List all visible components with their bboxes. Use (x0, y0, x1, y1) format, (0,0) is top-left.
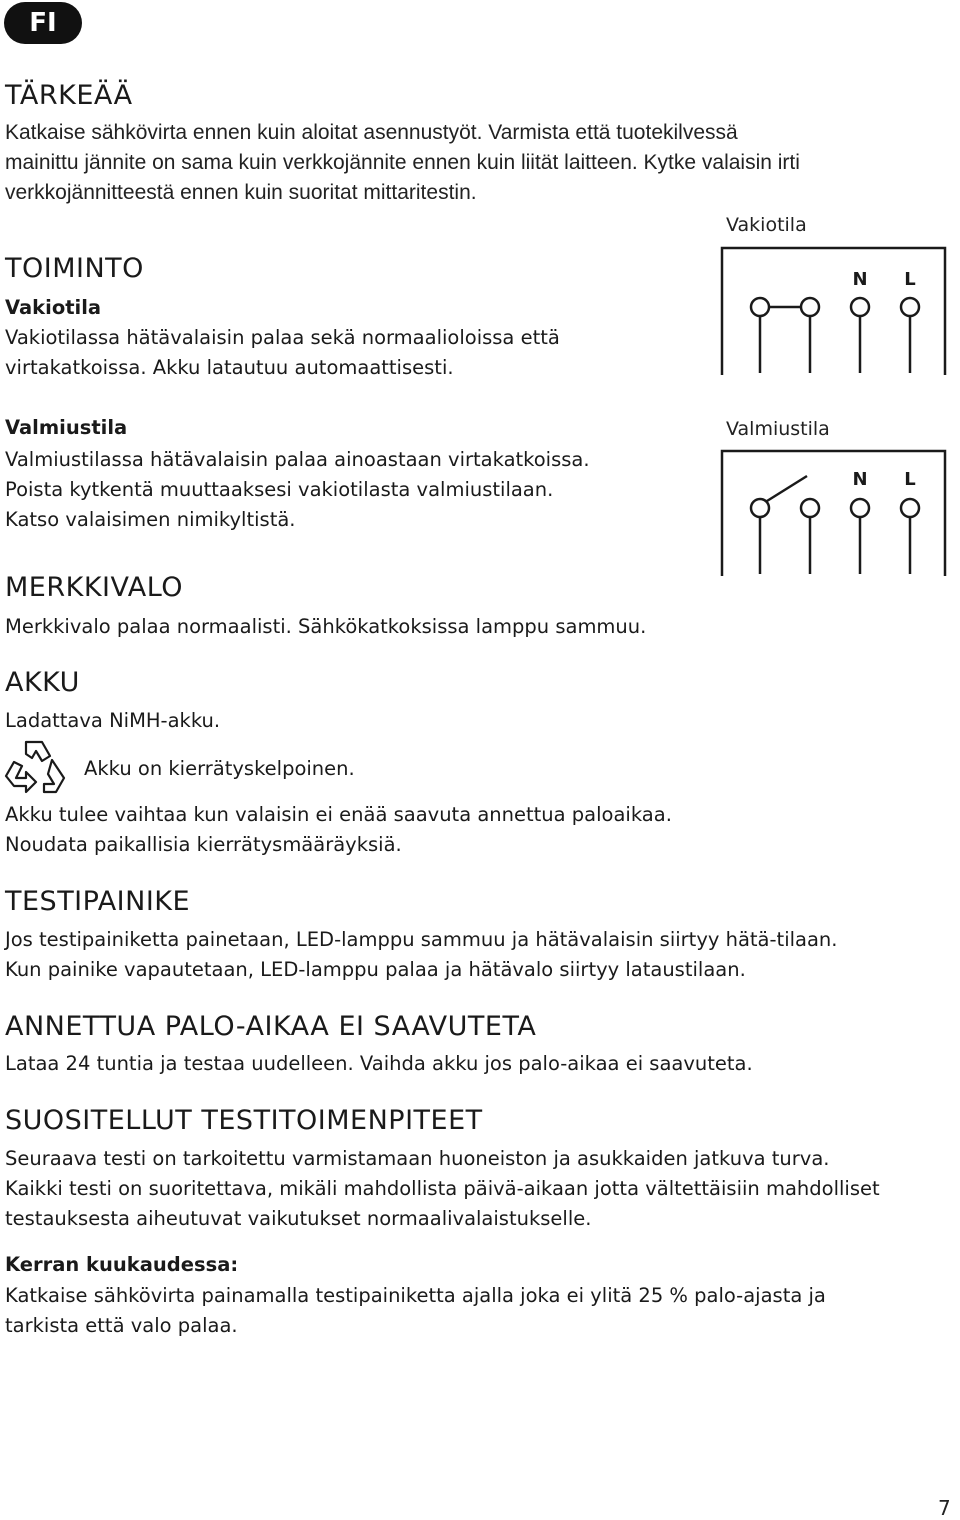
section-heading-paloaika: ANNETTUA PALO-AIKAA EI SAAVUTETA (5, 1011, 537, 1042)
text-line: Kaikki testi on suoritettava, mikäli mahdollista päivä-aikaan jotta vältettäisiin mahdolliset (5, 1177, 880, 1200)
vakiotila-body (5, 323, 560, 383)
text-line: mainittu jännite on sama kuin verkkojännite ennen kuin liität laitteen. Kytke valaisin irti (5, 151, 800, 174)
subheading-vakiotila: Vakiotila (5, 296, 102, 319)
text-line: Seuraava testi on tarkoitettu varmistamaan huoneiston ja asukkaiden jatkuva turva. (5, 1147, 830, 1170)
recycle-icon (4, 738, 72, 796)
page-number: 7 (938, 1496, 951, 1520)
merkkivalo-text: Merkkivalo palaa normaalisti. Sähkökatkoksissa lamppu sammuu. (5, 615, 647, 638)
terminal-n-label: N (852, 269, 868, 290)
testipainike-body (5, 925, 837, 985)
terminal-circle (751, 298, 769, 316)
terminal-circle (801, 499, 819, 517)
terminal-circle (751, 499, 769, 517)
text-line: Jos testipainiketta painetaan, LED-lamppu sammuu ja hätävalaisin siirtyy hätä-tilaan. (5, 928, 838, 951)
diagram-caption-valmiustila: Valmiustila (726, 418, 830, 440)
text-line: Vakiotilassa hätävalaisin palaa sekä normaalioloissa että (5, 326, 560, 349)
akku-text: Ladattava NiMH-akku. (5, 709, 221, 732)
diagram-caption-vakiotila: Vakiotila (726, 214, 807, 236)
terminal-circle (851, 499, 869, 517)
recycle-text: Akku on kierrätyskelpoinen. (84, 757, 355, 780)
text-line: Katkaise sähkövirta ennen kuin aloitat asennustyöt. Varmista että tuotekilvessä (5, 121, 738, 144)
tarkeaa-body (5, 118, 800, 208)
subheading-valmiustila: Valmiustila (5, 416, 128, 439)
text-line: tarkista että valo palaa. (5, 1314, 238, 1337)
text-line: testauksesta aiheutuvat vaikutukset normaalivalaistukselle. (5, 1207, 592, 1230)
suositellut-body (5, 1144, 880, 1234)
paloaika-text: Lataa 24 tuntia ja testaa uudelleen. Vaihda akku jos palo-aikaa ei saavuteta. (5, 1052, 753, 1075)
text-line: virtakatkoissa. Akku latautuu automaattisesti. (5, 356, 454, 379)
terminal-l-label: L (904, 269, 916, 290)
language-badge: FI (4, 2, 82, 44)
text-line: Akku tulee vaihtaa kun valaisin ei enää saavuta annettua paloaikaa. (5, 803, 672, 826)
terminal-circle (901, 499, 919, 517)
wiring-diagram-valmiustila (720, 448, 950, 578)
section-heading-akku: AKKU (5, 667, 80, 698)
text-line: Katso valaisimen nimikyltistä. (5, 508, 296, 531)
text-line: verkkojännitteestä ennen kuin suoritat mittaritestin. (5, 181, 477, 204)
open-switch (767, 476, 807, 501)
subheading-kerran-kuukaudessa: Kerran kuukaudessa: (5, 1253, 239, 1276)
text-line: Kun painike vapautetaan, LED-lamppu palaa ja hätävalo siirtyy lataustilaan. (5, 958, 746, 981)
terminal-circle (901, 298, 919, 316)
section-heading-testipainike: TESTIPAINIKE (5, 886, 191, 917)
text-line: Poista kytkentä muuttaaksesi vakiotilasta valmiustilaan. (5, 478, 554, 501)
section-heading-tarkeaa: TÄRKEÄÄ (5, 80, 133, 111)
terminal-l-label: L (904, 469, 916, 490)
text-line: Valmiustilassa hätävalaisin palaa ainoastaan virtakatkoissa. (5, 448, 590, 471)
section-heading-toiminto: TOIMINTO (5, 253, 144, 284)
text-line: Noudata paikallisia kierrätysmääräyksiä. (5, 833, 402, 856)
valmiustila-body (5, 445, 590, 535)
wiring-diagram-vakiotila (720, 245, 950, 380)
text-line: Katkaise sähkövirta painamalla testipainiketta ajalla joka ei ylitä 25 % palo-ajasta ja (5, 1284, 826, 1307)
section-heading-merkkivalo: MERKKIVALO (5, 572, 184, 603)
terminal-circle (851, 298, 869, 316)
terminal-n-label: N (852, 469, 868, 490)
terminal-circle (801, 298, 819, 316)
kuukausi-body (5, 1281, 826, 1341)
akku-body (5, 800, 672, 860)
section-heading-suositellut: SUOSITELLUT TESTITOIMENPITEET (5, 1105, 483, 1136)
